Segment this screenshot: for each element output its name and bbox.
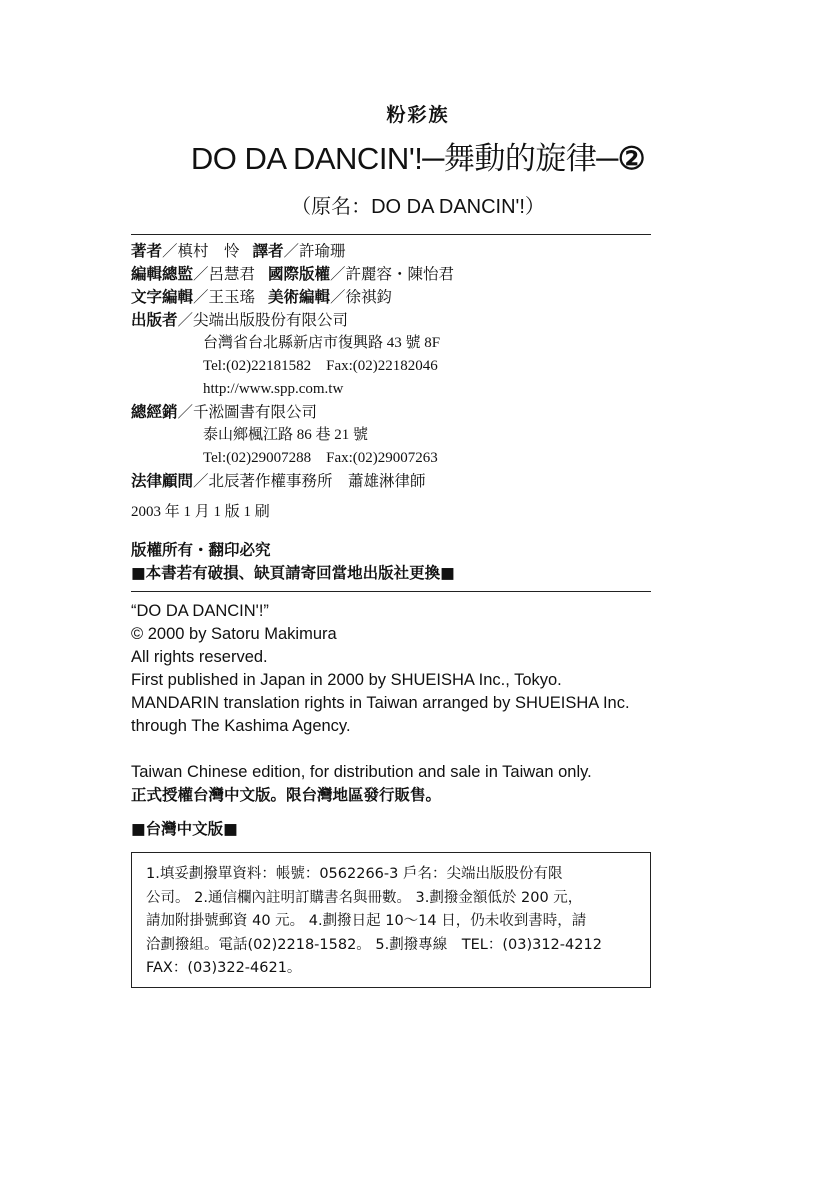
credit-row-editors <box>131 263 661 286</box>
credit-row-legal <box>131 470 661 493</box>
divider-middle <box>131 591 651 592</box>
credit-row-author <box>131 240 661 263</box>
book-title-text: DO DA DANCIN'!─舞動的旋律─ <box>190 141 618 176</box>
author-label: 著者 <box>131 242 163 260</box>
text-editor-label: 文字編輯 <box>131 288 194 306</box>
distributor-contact: Tel:(02)29007288 Fax:(02)29007263 <box>203 450 438 466</box>
rights-line-2: ■本書若有破損、缺頁請寄回當地出版社更換■ <box>131 564 455 582</box>
text-editor-name: 王玉瑤 <box>208 288 256 306</box>
credits-block <box>131 240 661 493</box>
credit-row-distributor <box>131 401 661 424</box>
credit-row-publisher <box>131 309 661 332</box>
series-name: 粉彩族 <box>386 104 450 126</box>
book-title <box>0 133 836 178</box>
divider-top <box>131 234 651 235</box>
distributor-address: 泰山鄉楓江路 86 巷 21 號 <box>203 427 369 443</box>
separator: ／ <box>283 242 300 260</box>
publisher-label: 出版者 <box>131 311 178 329</box>
chief-editor-name: 呂慧君 <box>208 265 256 283</box>
original-title: （原名：DO DA DANCIN'!） <box>291 196 545 218</box>
english-line: Taiwan Chinese edition, for distribution and sale in Taiwan only. <box>131 763 592 781</box>
publisher-name: 尖端出版股份有限公司 <box>193 311 349 329</box>
rights-notice <box>131 539 455 585</box>
order-instructions-box <box>131 852 651 988</box>
english-copyright-block <box>131 600 691 807</box>
taiwan-edition-notice: 正式授權台灣中文版。限台灣地區發行販售。 <box>131 786 442 804</box>
english-line: through The Kashima Agency. <box>131 717 351 735</box>
distributor-name: 千淞圖書有限公司 <box>193 403 318 421</box>
separator: ／ <box>330 288 346 306</box>
separator: ／ <box>162 242 178 260</box>
distributor-label: 總經銷 <box>131 403 178 421</box>
order-line: 洽劃撥組。電話(02)2218-1582。 5.劃撥專線 TEL：(03)312-4212 <box>146 936 602 953</box>
publisher-website: http://www.spp.com.tw <box>203 381 344 397</box>
order-line: 1.填妥劃撥單資料：帳號：0562266-3 戶名：尖端出版股份有限 <box>146 866 563 882</box>
legal-counsel: 北辰著作權事務所 蕭雄淋律師 <box>208 472 426 490</box>
edition-label: ■台灣中文版■ <box>131 820 238 838</box>
translator-name: 許瑜珊 <box>299 242 346 260</box>
english-line: All rights reserved. <box>131 648 268 666</box>
separator: ／ <box>177 311 194 329</box>
separator: ／ <box>193 472 209 490</box>
spacer <box>131 738 691 761</box>
order-line: FAX：(03)322-4621。 <box>146 960 302 976</box>
art-editor-name: 徐祺鈞 <box>345 288 393 306</box>
english-line: © 2000 by Satoru Makimura <box>131 625 337 643</box>
separator: ／ <box>193 265 209 283</box>
rights-line-1: 版權所有・翻印必究 <box>131 541 271 559</box>
publisher-contact: Tel:(02)22181582 Fax:(02)22182046 <box>203 358 438 374</box>
intl-rights-label: 國際版權 <box>267 265 330 283</box>
english-line: First published in Japan in 2000 by SHUEISHA Inc., Tokyo. <box>131 671 562 689</box>
author-name: 槙村 怜 <box>177 242 240 260</box>
volume-number: ② <box>617 141 646 176</box>
separator: ／ <box>193 288 209 306</box>
publisher-address: 台灣省台北縣新店市復興路 43 號 8F <box>203 335 441 351</box>
edition-date: 2003 年 1 月 1 版 1 刷 <box>131 504 270 520</box>
separator: ／ <box>177 403 194 421</box>
legal-label: 法律顧問 <box>131 472 194 490</box>
intl-rights-names: 許麗容・陳怡君 <box>345 265 455 283</box>
order-line: 公司。 2.通信欄內註明訂購書名與冊數。 3.劃撥金額低於 200 元， <box>146 889 583 906</box>
art-editor-label: 美術編輯 <box>267 288 330 306</box>
separator: ／ <box>330 265 346 283</box>
english-line: MANDARIN translation rights in Taiwan arranged by SHUEISHA Inc. <box>131 694 630 712</box>
translator-label: 譯者 <box>252 242 284 260</box>
chief-editor-label: 編輯總監 <box>131 265 194 283</box>
order-line: 請加附掛號郵資 40 元。 4.劃撥日起 10～14 日，仍未收到書時，請 <box>146 913 587 929</box>
credit-row-text-art <box>131 286 661 309</box>
english-line: “DO DA DANCIN'!” <box>131 602 269 620</box>
